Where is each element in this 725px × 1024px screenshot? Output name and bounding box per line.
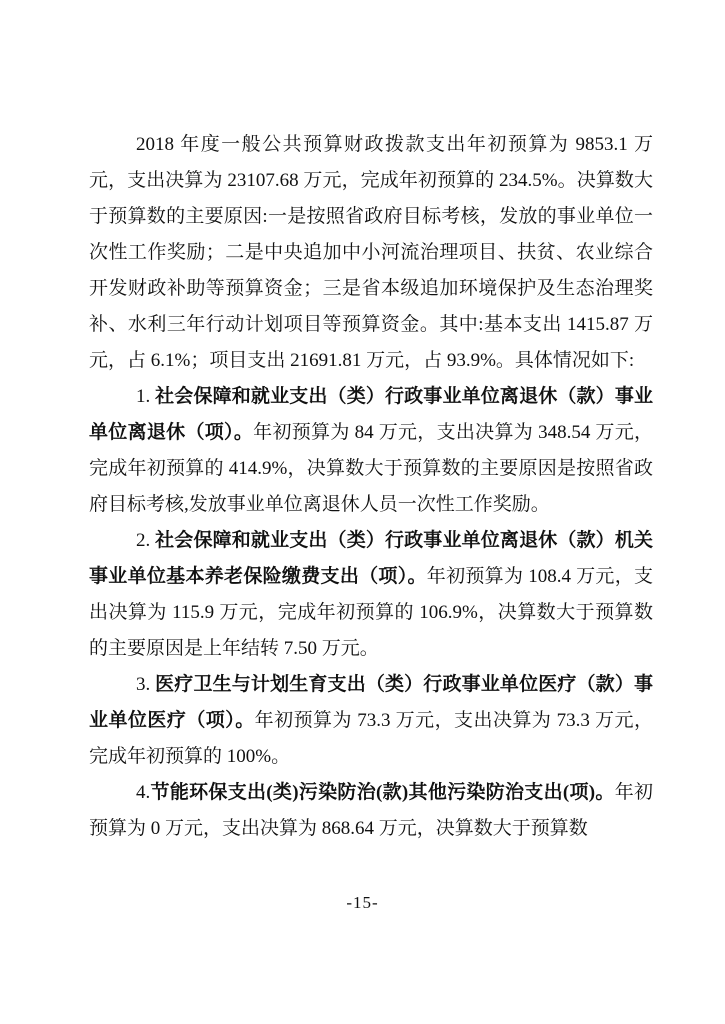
budget-item-3 bbox=[89, 667, 653, 775]
item-4-heading: 节能环保支出(类)污染防治(款)其他污染防治支出(项)。 bbox=[150, 782, 615, 803]
item-1-heading: 社会保障和就业支出（类）行政事业单位离退休（款）事业单位离退休（项）。 bbox=[89, 386, 653, 443]
item-2-heading: 社会保障和就业支出（类）行政事业单位离退休（款）机关事业单位基本养老保险缴费支出（项）。 bbox=[89, 530, 653, 587]
item-3-number: 3. bbox=[136, 674, 156, 695]
item-2-number: 2. bbox=[136, 530, 156, 551]
intro-paragraph-text: 2018 年度一般公共预算财政拨款支出年初预算为 9853.1 万元，支出决算为 23107.68 万元，完成年初预算的 234.5%。决算数大于预算数的主要原因:一是按照省政府目标考核，发放的事业单位一次性工作奖励；二是中央追加中小河流治理项目、扶贫、农业综合开发财政补助等预算资金；三是省本级追加环境保护及生态治理奖补、水利三年行动计划项目等预算资金。其中:基本支出 1415.87 万元，占 6.1%；项目支出 21691.81 万元，占 93.9%。具体情况如下: bbox=[89, 134, 653, 371]
budget-item-2 bbox=[89, 523, 653, 667]
item-2-body: 年初预算为 108.4 万元，支出决算为 115.9 万元，完成年初预算的 106.9%，决算数大于预算数的主要原因是上年结转 7.50 万元。 bbox=[89, 566, 653, 659]
item-1-body: 年初预算为 84 万元，支出决算为 348.54 万元，完成年初预算的 414.9%，决算数大于预算数的主要原因是按照省政府目标考核,发放事业单位离退休人员一次性工作奖励。 bbox=[89, 422, 653, 515]
item-3-heading: 医疗卫生与计划生育支出（类）行政事业单位医疗（款）事业单位医疗（项）。 bbox=[89, 674, 653, 731]
item-4-number: 4. bbox=[136, 782, 151, 803]
item-3-body: 年初预算为 73.3 万元，支出决算为 73.3 万元，完成年初预算的 100%。 bbox=[89, 710, 653, 767]
item-4-body: 年初预算为 0 万元，支出决算为 868.64 万元，决算数大于预算数 bbox=[89, 782, 653, 839]
budget-item-4 bbox=[89, 775, 653, 847]
budget-item-1 bbox=[89, 379, 653, 523]
page-body-text bbox=[89, 127, 653, 847]
page-number: -15- bbox=[346, 893, 379, 912]
item-1-number: 1. bbox=[136, 386, 156, 407]
intro-paragraph bbox=[89, 127, 653, 379]
